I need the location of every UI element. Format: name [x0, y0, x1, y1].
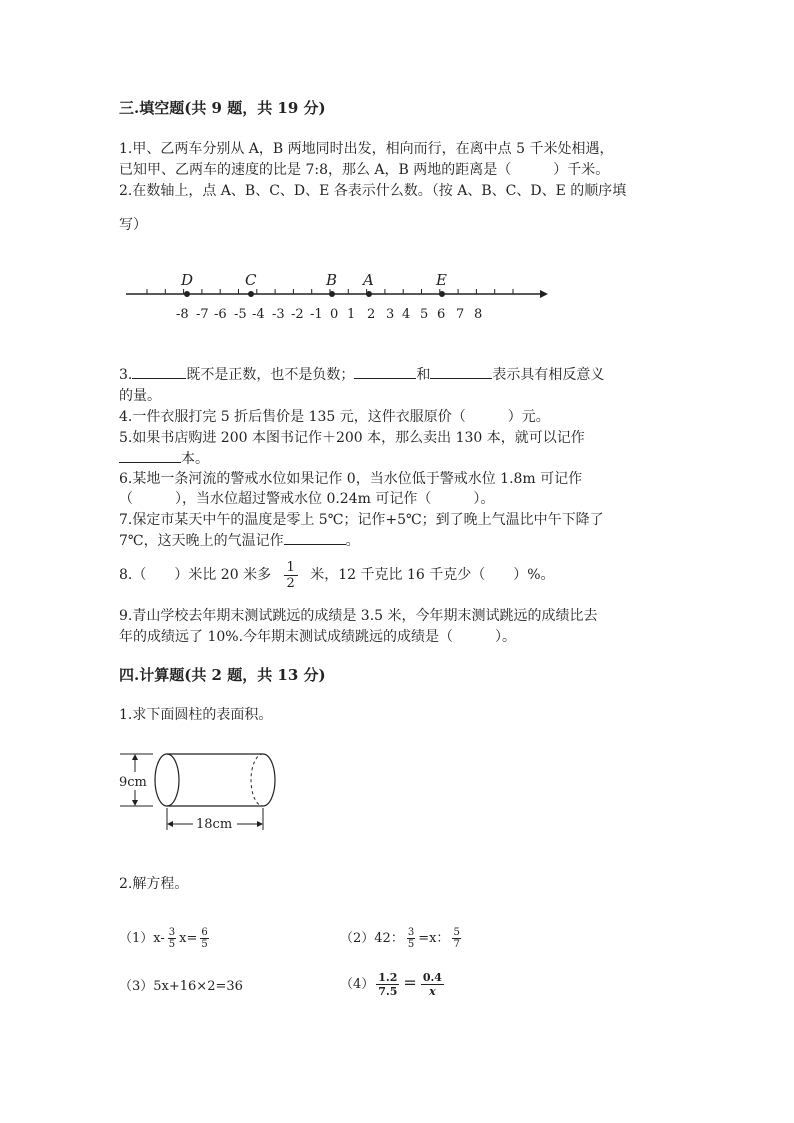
q8-text-a: 8.（ ）米比 20 米多 [119, 567, 272, 583]
q5-line2 [119, 448, 209, 468]
fraction-numerator: 5 [453, 927, 460, 938]
q8 [119, 558, 555, 592]
q1-line1: 1.甲、乙两车分别从 A，B 两地同时出发，相向而行，在离中点 5 千米处相遇， [119, 141, 614, 157]
fraction-numerator: 1 [284, 560, 298, 576]
q8-text-b: 米，12 千克比 16 千克少（ ）%。 [310, 567, 555, 583]
fraction-denominator: 5 [407, 939, 415, 950]
cylinder-right-front [263, 754, 275, 806]
answer-blank[interactable] [284, 532, 346, 545]
eq1-middle: x= [179, 931, 198, 946]
number-line-tick-label: -2 [291, 307, 304, 322]
number-line-tick-label: -7 [196, 307, 209, 322]
calc-q1: 1.求下面圆柱的表面积。 [119, 707, 273, 723]
fraction-denominator: 5 [168, 939, 176, 950]
q6-line1: 6.某地一条河流的警戒水位如果记作 0，当水位低于警戒水位 1.8m 可记作 [119, 471, 583, 487]
fraction-denominator: x [429, 985, 436, 998]
number-line [0, 262, 794, 332]
cylinder-diagram [115, 746, 285, 836]
number-line-tick-label: -5 [234, 307, 247, 322]
section4-title: 四.计算题(共 2 题，共 13 分) [119, 666, 326, 684]
number-line-point-label: C [245, 271, 257, 289]
number-line-tick-label: 2 [367, 307, 376, 322]
q3-text-b: 和 [416, 367, 431, 383]
fraction-numerator: 6 [201, 927, 208, 938]
eq2-fraction-a [407, 927, 415, 950]
number-line-tick-label: 1 [347, 307, 356, 322]
cylinder-left-base [155, 754, 179, 806]
number-line-point-label: A [363, 271, 374, 289]
q2-line1: 2.在数轴上，点 A、B、C、D、E 各表示什么数。（按 A、B、C、D、E 的顺序填 [119, 183, 627, 199]
q5-line1: 5.如果书店购进 200 本图书记作＋200 本，那么卖出 130 本，就可以记作 [119, 430, 585, 446]
eq2-prefix: （2）42： [340, 931, 404, 946]
number-line-tick-label: 4 [402, 307, 411, 322]
q3-number: 3. [119, 367, 133, 383]
number-line-point-label: D [181, 271, 194, 289]
number-line-tick-label: -3 [272, 307, 285, 322]
number-line-point [248, 291, 254, 297]
length-arrow-left [167, 821, 173, 827]
cylinder-right-hidden [251, 754, 263, 806]
number-line-tick-label: 0 [330, 307, 339, 322]
fraction-denominator: 7.5 [378, 985, 398, 998]
calc-q2: 2.解方程。 [119, 876, 189, 892]
q6-line2: （ ），当水位超过警戒水位 0.24m 可记作（ ）。 [119, 491, 495, 507]
length-arrow-right [257, 821, 263, 827]
q9-line1: 9.青山学校去年期末测试跳远的成绩是 3.5 米，今年期末测试跳远的成绩比去 [119, 608, 598, 624]
eq2-fraction-b [452, 927, 460, 950]
q3-text-a: 既不是正数，也不是负数； [186, 367, 355, 383]
number-line-point-label: B [326, 271, 338, 289]
equation-1 [119, 926, 212, 952]
equation-2 [340, 926, 464, 952]
q7-line2 [119, 530, 360, 550]
eq4-prefix: （4） [340, 977, 375, 992]
eq4-equals: = [403, 973, 417, 992]
number-line-point [439, 291, 445, 297]
equation-4 [340, 966, 446, 1002]
q5-text: 本。 [181, 451, 209, 467]
eq4-fraction-a [376, 971, 399, 998]
eq1-prefix: （1）x- [119, 931, 165, 946]
eq1-fraction-a [168, 927, 176, 950]
number-line-tick-label: 3 [386, 307, 395, 322]
answer-blank[interactable] [354, 366, 416, 379]
number-line-tick-label: 8 [474, 307, 483, 322]
q3-text-c: 表示具有相反意义 [492, 367, 605, 383]
number-line-tick-label: 6 [437, 307, 446, 322]
number-line-arrow [540, 290, 548, 298]
q7-text: 7℃，这天晚上的气温记作 [119, 533, 284, 549]
q3-line2: 的量。 [119, 388, 161, 404]
q1-line2: 已知甲、乙两车的速度的比是 7:8，那么 A，B 两地的距离是（ ）千米。 [119, 162, 610, 178]
number-line-point [329, 291, 335, 297]
q7-line1: 7.保定市某天中午的温度是零上 5℃；记作+5℃；到了晚上气温比中午下降了 [119, 512, 604, 528]
answer-blank[interactable] [119, 450, 181, 463]
eq1-fraction-b [200, 927, 208, 950]
number-line-point [184, 291, 190, 297]
cylinder-height-label: 9cm [119, 775, 147, 790]
number-line-tick-label: -4 [252, 307, 265, 322]
number-line-point-label: E [436, 271, 447, 289]
q7-end: 。 [345, 533, 360, 549]
answer-blank[interactable] [430, 366, 492, 379]
equation-3: （3）5x+16×2=36 [119, 979, 243, 994]
fraction-denominator: 7 [453, 939, 460, 950]
q4: 4.一件衣服打完 5 折后售价是 135 元，这件衣服原价（ ）元。 [119, 409, 550, 425]
section3-title: 三.填空题(共 9 题，共 19 分) [119, 99, 326, 117]
eq4-fraction-b [421, 971, 444, 998]
number-line-tick-label: 5 [420, 307, 429, 322]
fraction-numerator: 0.4 [422, 971, 442, 984]
q2-line2: 写） [119, 217, 147, 233]
number-line-tick-label: -8 [176, 307, 189, 322]
number-line-tick-label: -6 [214, 307, 227, 322]
q9-line2: 年的成绩远了 10%.今年期末测试成绩跳远的成绩是（ ）。 [119, 629, 517, 645]
fraction-denominator: 2 [286, 575, 295, 591]
fraction-numerator: 3 [407, 927, 415, 938]
fraction-denominator: 5 [201, 939, 208, 950]
q8-fraction [284, 560, 298, 591]
eq2-middle: =x： [418, 931, 450, 946]
height-arrow-down [132, 800, 138, 806]
cylinder-length-label: 18cm [196, 817, 233, 832]
answer-blank[interactable] [132, 366, 186, 379]
number-line-tick-label: -1 [310, 307, 323, 322]
q3-line1 [119, 364, 604, 384]
number-line-tick-labels [176, 307, 482, 322]
height-arrow-up [132, 754, 138, 760]
number-line-point [366, 291, 372, 297]
fraction-numerator: 3 [168, 927, 176, 938]
number-line-tick-label: 7 [456, 307, 465, 322]
fraction-numerator: 1.2 [378, 971, 398, 984]
